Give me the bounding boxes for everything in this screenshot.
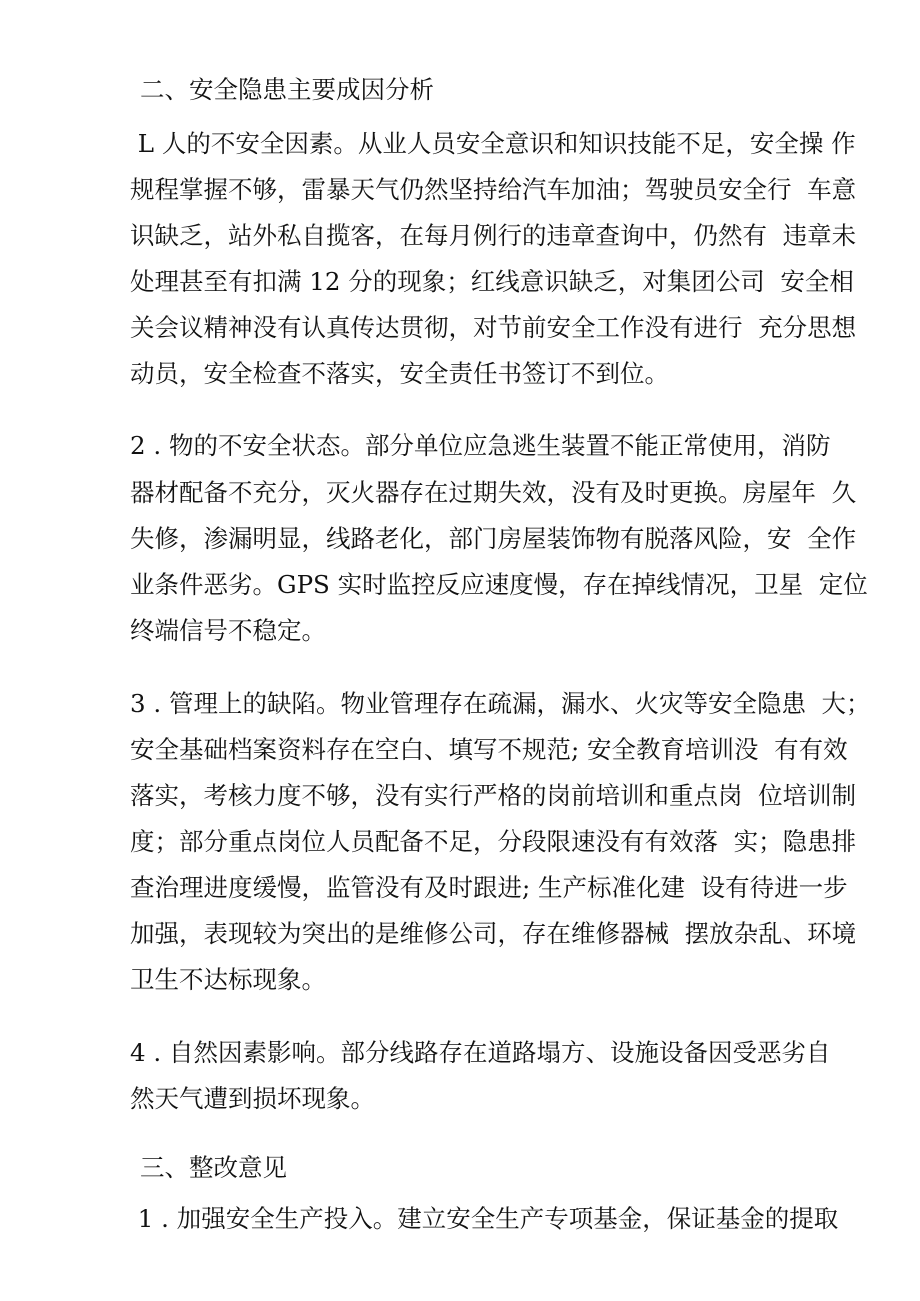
paragraph-line: 3 . 管理上的缺陷。物业管理存在疏漏，漏水、火灾等安全隐患 大； — [130, 689, 871, 718]
section-heading-2: 二、安全隐患主要成因分析 — [140, 75, 434, 104]
paragraph-line: 业条件恶劣。GPS 实时监控反应速度慢，存在掉线情况，卫星 定位 — [130, 570, 868, 599]
paragraph-line: 终端信号不稳定。 — [130, 616, 326, 645]
paragraph-line: 4 . 自然因素影响。部分线路存在道路塌方、设施设备因受恶劣自 — [130, 1038, 831, 1067]
paragraph-line: 加强，表现较为突出的是维修公司，存在维修器械 摆放杂乱、环境 — [130, 919, 857, 948]
paragraph-line: 规程掌握不够，雷暴天气仍然坚持给汽车加油；驾驶员安全行 车意 — [130, 175, 857, 204]
paragraph-line: 卫生不达标现象。 — [130, 965, 326, 994]
paragraph-line: L 人的不安全因素。从业人员安全意识和知识技能不足，安全操 作 — [130, 129, 856, 158]
paragraph-line: 度；部分重点岗位人员配备不足，分段限速没有有效落 实；隐患排 — [130, 827, 857, 856]
paragraph-line: 动员，安全检查不落实，安全责任书签订不到位。 — [130, 359, 669, 388]
paragraph-line: 处理甚至有扣满 12 分的现象；红线意识缺乏，对集团公司 安全相 — [130, 267, 854, 296]
paragraph-line: 安全基础档案资料存在空白、填写不规范; 安全教育培训没 有有效 — [130, 735, 848, 764]
paragraph-line: 关会议精神没有认真传达贯彻，对节前安全工作没有进行 充分思想 — [130, 313, 857, 342]
paragraph-line: 失修，渗漏明显，线路老化，部门房屋装饰物有脱落风险，安 全作 — [130, 524, 857, 553]
paragraph-line: 识缺乏，站外私自揽客，在每月例行的违章查询中，仍然有 违章未 — [130, 221, 857, 250]
paragraph-line: 落实，考核力度不够，没有实行严格的岗前培训和重点岗 位培训制 — [130, 781, 857, 810]
section-heading-3: 三、整改意见 — [140, 1153, 287, 1182]
paragraph-line: 器材配备不充分，灭火器存在过期失效，没有及时更换。房屋年 久 — [130, 478, 857, 507]
paragraph-line: 1 . 加强安全生产投入。建立安全生产专项基金，保证基金的提取 — [130, 1204, 839, 1233]
paragraph-line: 2 . 物的不安全状态。部分单位应急逃生装置不能正常使用，消防 — [130, 431, 831, 460]
paragraph-line: 然天气遭到损坏现象。 — [130, 1084, 375, 1113]
paragraph-line: 查治理进度缓慢，监管没有及时跟进; 生产标准化建 设有待进一步 — [130, 873, 848, 902]
